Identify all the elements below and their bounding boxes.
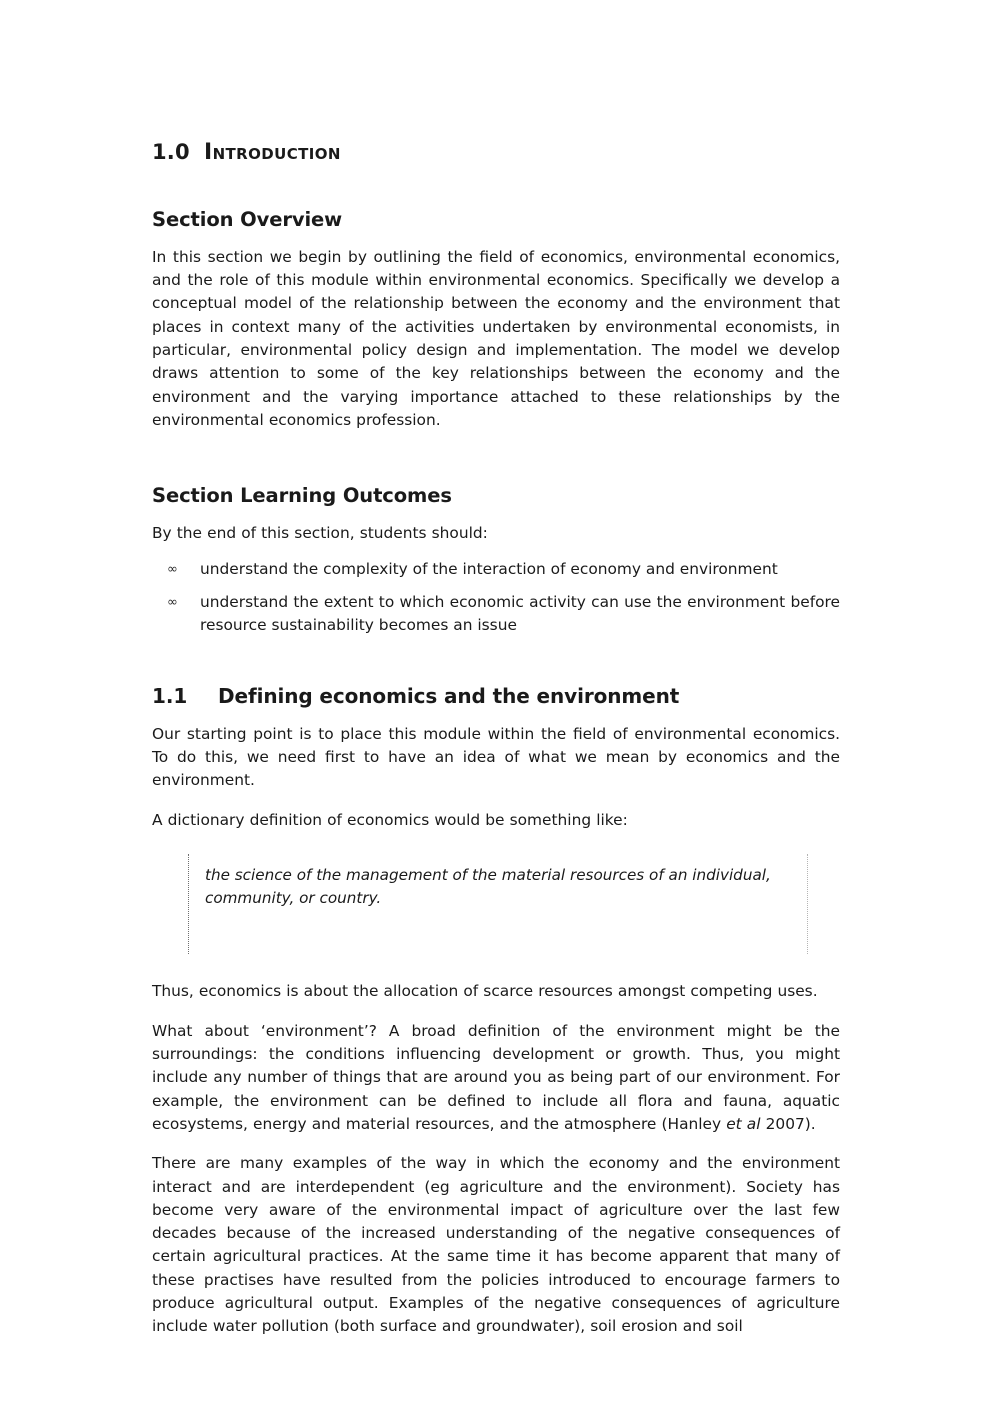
chapter-title: Introduction <box>204 140 341 165</box>
definition-blockquote <box>188 854 808 955</box>
learning-outcomes-heading: Section Learning Outcomes <box>152 484 452 508</box>
chapter-number: 1.0 <box>152 140 190 164</box>
paragraph-4-text-part-2: 2007). <box>760 1114 816 1133</box>
blockquote-text: the science of the management of the material resources of an individual, community, or country. <box>205 865 771 908</box>
section-overview-paragraph: In this section we begin by outlining the field of economics, environmental economics, and the role of this module within environmental economics. Specifically we develop a conceptual model of the relationship between the economy and the environment that places in context many of the activities undertaken by environmental economists, in particular, environmental policy design and implementation. The model we develop draws attention to some of the key relationships between the economy and the environment and the varying importance attached to these relationships by the environmental economics profession. <box>152 247 840 429</box>
chapter-heading <box>152 140 840 166</box>
section-1-1-paragraph-3: Thus, economics is about the allocation of scarce resources amongst competing uses. <box>152 982 818 1001</box>
spacer <box>152 448 840 484</box>
paragraph-4-citation-italic: et al <box>726 1114 761 1133</box>
blockquote-container <box>152 854 840 955</box>
list-item-label: understand the extent to which economic activity can use the environment before resource sustainability becomes an issue <box>200 593 840 635</box>
section-1-1-paragraph-5: There are many examples of the way in which the economy and the environment interact and are interdependent (eg agriculture and the environment). Society has become very aware of the environmental impact of agriculture over the last few decades because of the increased understanding of the negative consequences of certain agricultural practices. At the same time it has become apparent that many of these practises have resulted from the policies introduced to encourage farmers to produce agricultural output. Examples of the negative consequences of agriculture include water pollution (both surface and groundwater), soil erosion and soil <box>152 1154 840 1336</box>
learning-outcomes-intro: By the end of this section, students should: <box>152 523 488 542</box>
infinity-bullet-icon: ∞ <box>167 595 178 611</box>
section-number: 1.1 <box>152 683 188 708</box>
section-1-1-heading <box>152 684 840 709</box>
spacer <box>152 638 840 684</box>
list-item-label: understand the complexity of the interaction of economy and environment <box>200 559 778 578</box>
paragraph-4-text-part-1: What about ‘environment’? A broad definition of the environment might be the surroundings: the conditions influencing development or growth. Thus, you might include any number of things that are around you as being part of our environment. For example, the environment can be defined to include all flora and fauna, aquatic ecosystems, energy and material resources, and the atmosphere (Hanley <box>152 1021 840 1133</box>
spacer <box>152 954 840 980</box>
learning-outcomes-list <box>152 558 840 638</box>
section-title: Defining economics and the environment <box>218 683 680 708</box>
list-item <box>152 591 840 638</box>
infinity-bullet-icon: ∞ <box>167 561 178 577</box>
section-1-1-paragraph-1: Our starting point is to place this module within the field of environmental economics. To do this, we need first to have an idea of what we mean by economics and the environment. <box>152 724 840 790</box>
list-item <box>152 558 840 581</box>
section-1-1-paragraph-4 <box>152 1020 840 1136</box>
section-overview-heading: Section Overview <box>152 208 343 232</box>
page-content <box>152 140 840 1355</box>
section-1-1-paragraph-2: A dictionary definition of economics would be something like: <box>152 810 628 829</box>
